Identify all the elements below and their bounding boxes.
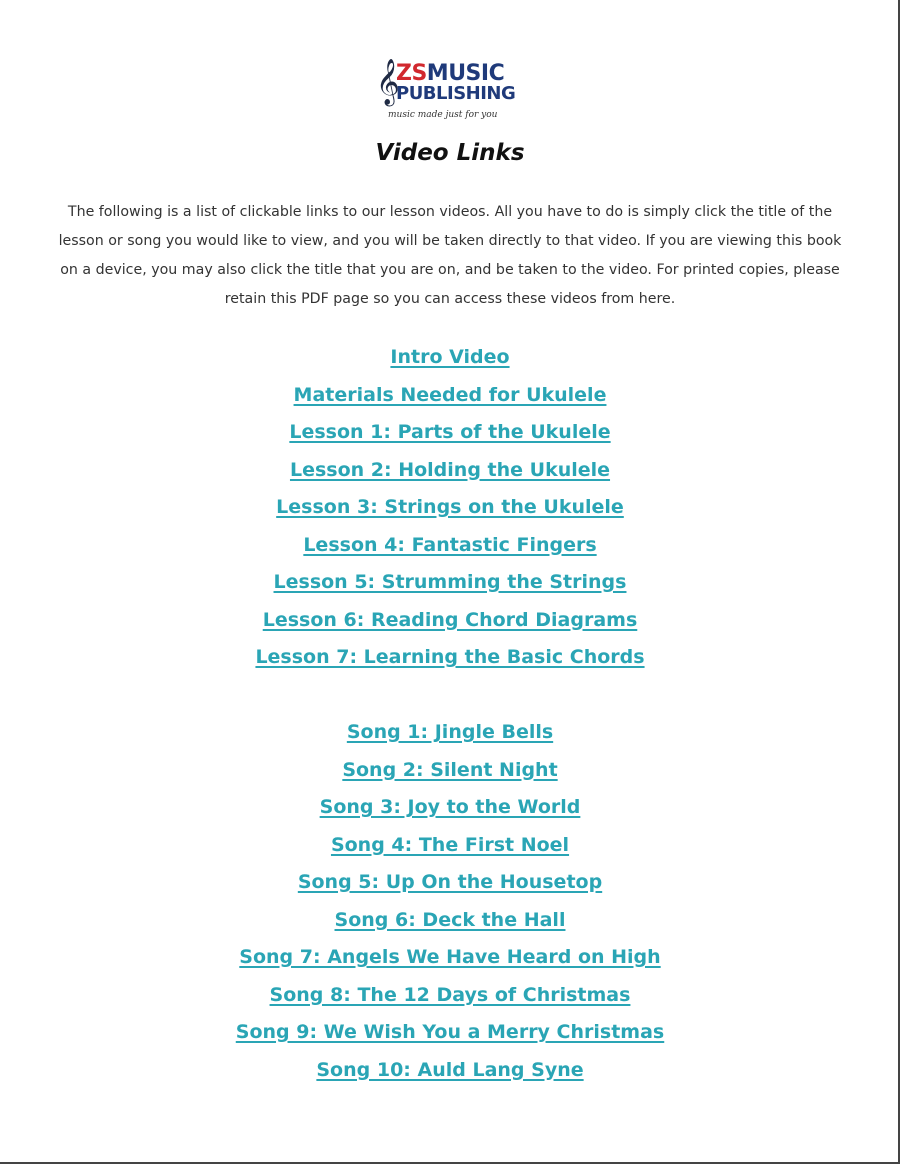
song-links-list [0, 716, 900, 1091]
song-link-8[interactable]: Song 8: The 12 Days of Christmas [269, 983, 631, 1006]
song-link-4[interactable]: Song 4: The First Noel [330, 833, 570, 856]
song-link-6[interactable]: Song 6: Deck the Hall [334, 908, 566, 931]
list-item [0, 941, 900, 979]
list-item [0, 454, 900, 492]
list-item [0, 866, 900, 904]
song-link-5[interactable]: Song 5: Up On the Housetop [297, 871, 603, 893]
zs-music-publishing-logo [376, 60, 526, 126]
list-item [0, 379, 900, 417]
song-link-10[interactable]: Song 10: Auld Lang Syne [316, 1058, 584, 1081]
logo-brand-music: MUSIC [426, 61, 505, 86]
list-item [0, 529, 900, 567]
lesson-link-2[interactable]: Lesson 2: Holding the Ukulele [289, 458, 611, 481]
lesson-link-intro[interactable]: Intro Video [390, 346, 510, 368]
intro-paragraph: The following is a list of clickable links to our lesson videos. All you have to do is simply click the title of the lesson or song you would like to view, and you will be taken directly to that video. If you are viewing this book on a device, you may also click the title that you are on, and be taken to the video. For printed copies, please retain this PDF page so you can access these videos from here. [58, 204, 842, 307]
song-link-2[interactable]: Song 2: Silent Night [342, 758, 558, 781]
list-item [0, 416, 900, 454]
lesson-link-7[interactable]: Lesson 7: Learning the Basic Chords [255, 646, 645, 668]
list-item [0, 641, 900, 679]
lesson-link-1[interactable]: Lesson 1: Parts of the Ukulele [289, 421, 611, 443]
logo-brand-zs: ZS [396, 61, 427, 86]
song-link-9[interactable]: Song 9: We Wish You a Merry Christmas [235, 1021, 665, 1043]
logo-brand-publishing: PUBLISHING [396, 83, 516, 104]
list-item [0, 341, 900, 379]
list-item [0, 716, 900, 754]
treble-clef-icon: 𝄞 [376, 59, 400, 105]
list-item [0, 904, 900, 942]
page-title: Video Links [375, 140, 525, 166]
list-item [0, 1016, 900, 1054]
song-link-7[interactable]: Song 7: Angels We Have Heard on High [239, 946, 661, 968]
lesson-link-6[interactable]: Lesson 6: Reading Chord Diagrams [262, 608, 638, 631]
logo-brand-line [396, 63, 504, 85]
song-link-3[interactable]: Song 3: Joy to the World [319, 796, 581, 818]
lesson-link-3[interactable]: Lesson 3: Strings on the Ukulele [276, 496, 624, 518]
list-item [0, 979, 900, 1017]
list-item [0, 491, 900, 529]
song-link-1[interactable]: Song 1: Jingle Bells [346, 721, 554, 743]
list-item [0, 829, 900, 867]
list-item [0, 604, 900, 642]
lesson-link-materials[interactable]: Materials Needed for Ukulele [293, 383, 607, 406]
lesson-link-5[interactable]: Lesson 5: Strumming the Strings [273, 571, 627, 593]
list-item [0, 1054, 900, 1092]
logo-tagline: music made just for you [388, 110, 498, 120]
list-item [0, 791, 900, 829]
list-item [0, 754, 900, 792]
list-item [0, 566, 900, 604]
lesson-link-4[interactable]: Lesson 4: Fantastic Fingers [303, 533, 597, 556]
lesson-links-list [0, 341, 900, 679]
